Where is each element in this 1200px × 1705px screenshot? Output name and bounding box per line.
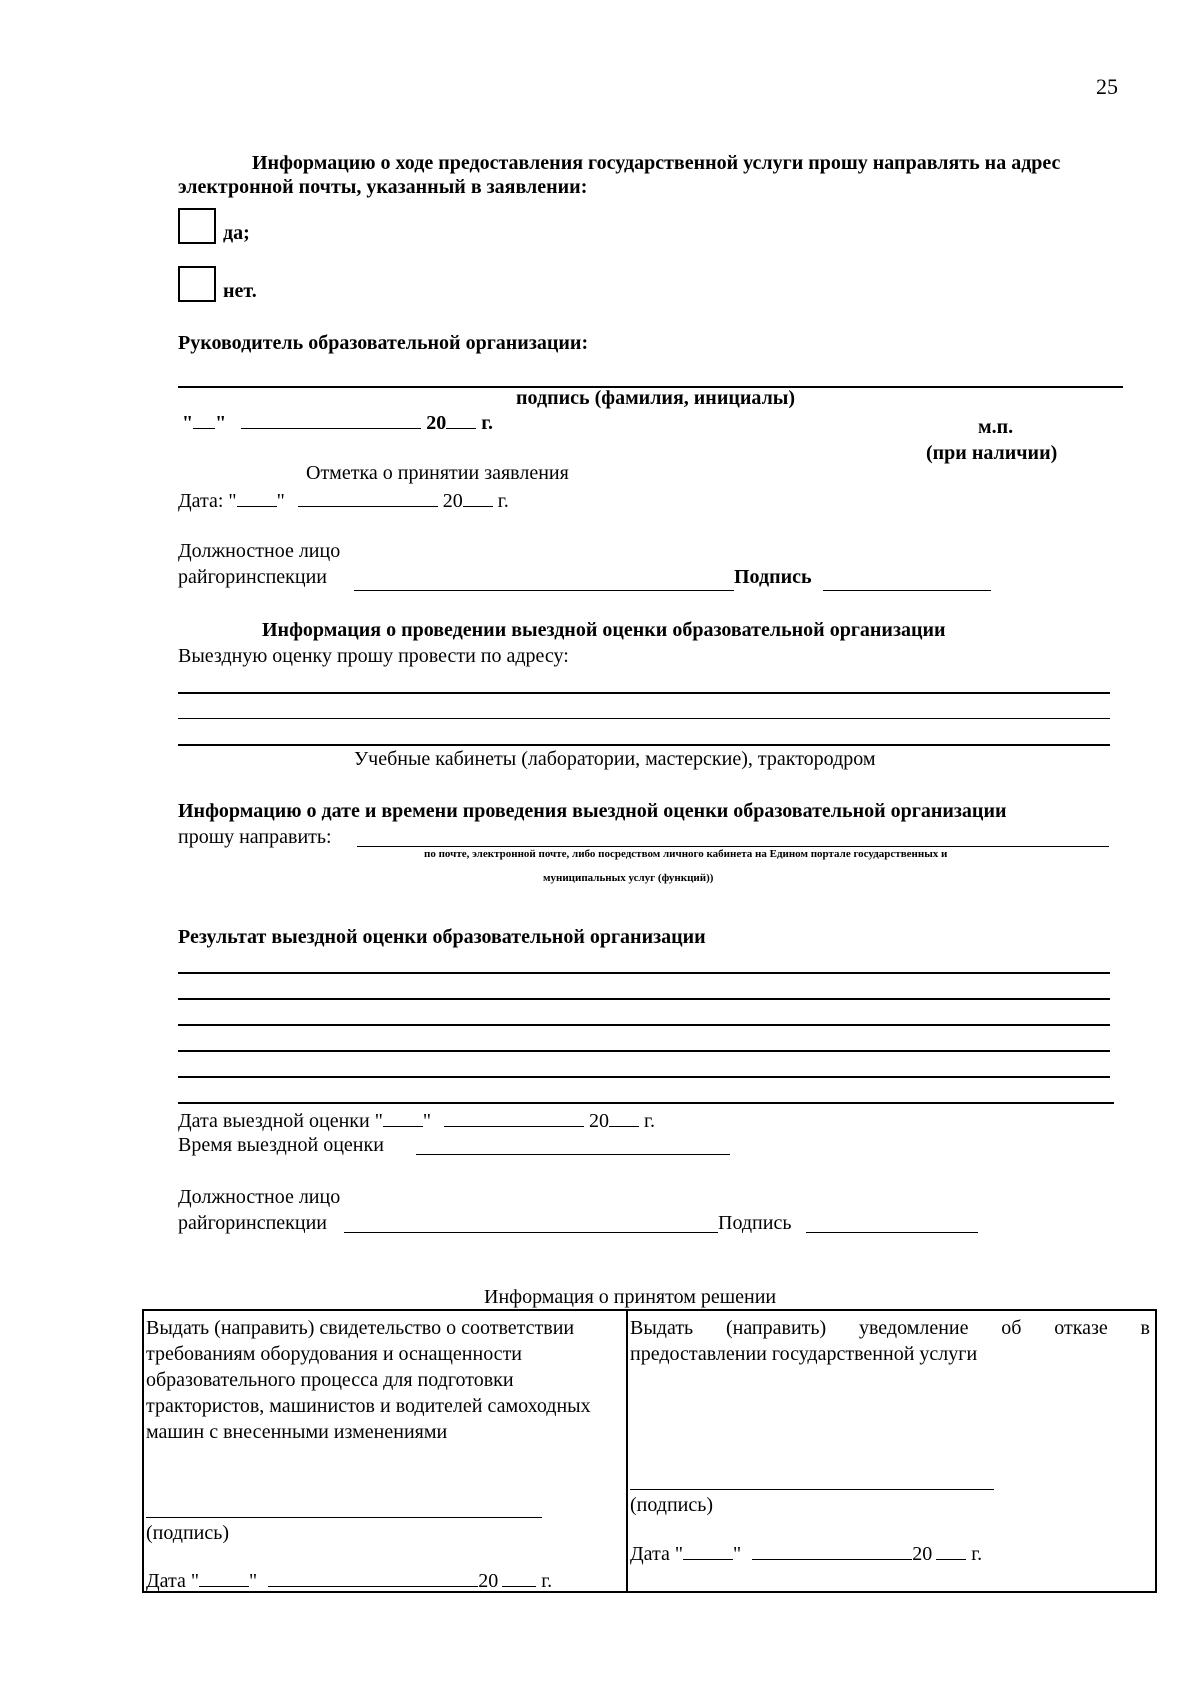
decision-right-day-blank[interactable] — [683, 1541, 733, 1560]
result-date-row — [178, 1108, 655, 1133]
head-date-year-prefix: 20 — [426, 412, 447, 434]
head-signature-label: Руководитель образовательной организации: — [178, 332, 589, 354]
head-date-quote-open: " — [182, 412, 194, 434]
acceptance-date-row — [178, 488, 509, 513]
decision-left-day-blank[interactable] — [199, 1568, 249, 1587]
official1-line1: Должностное лицо — [178, 540, 341, 562]
head-date-month-blank[interactable] — [241, 410, 421, 429]
official2-signature-label: Подпись — [718, 1212, 792, 1234]
decision-table-divider — [626, 1311, 628, 1591]
result-day-blank[interactable] — [383, 1108, 423, 1127]
acceptance-month-blank[interactable] — [298, 488, 438, 507]
decision-right-text: Выдать (направить) уведомление об отказе в предоставлении государственной услуги — [630, 1317, 1150, 1365]
acceptance-year-suffix: г. — [497, 490, 509, 512]
head-date-row — [182, 410, 493, 435]
stamp-note: (при наличии) — [926, 442, 1058, 464]
official1-signature-blank[interactable] — [823, 590, 991, 591]
option-no-label: нет. — [223, 280, 257, 302]
option-yes-label: да; — [223, 222, 250, 244]
acceptance-year-prefix: 20 — [442, 490, 463, 512]
checkbox-yes[interactable] — [178, 208, 216, 244]
head-date-quote-close: " — [215, 412, 227, 434]
result-line-5[interactable] — [178, 1076, 1110, 1078]
result-title: Результат выездной оценки образовательной организации — [178, 926, 706, 948]
result-quote-close: " — [422, 1110, 432, 1132]
decision-table — [142, 1309, 1157, 1593]
result-line-1[interactable] — [178, 972, 1110, 974]
date-time-send-blank[interactable] — [357, 846, 1109, 847]
decision-right-quote-close: " — [733, 1543, 742, 1565]
date-time-caption-line1: по почте, электронной почте, либо посредством личного кабинета на Едином портале государственных и — [424, 848, 948, 860]
acceptance-quote-close: " — [276, 490, 285, 512]
official1-line2: райгоринспекции — [178, 566, 327, 588]
decision-left-year-suffix: г. — [541, 1570, 553, 1592]
date-time-caption-line2: муниципальных услуг (функций)) — [543, 872, 714, 884]
result-line-6[interactable] — [178, 1102, 1114, 1104]
visit-address-line-2[interactable] — [178, 718, 1110, 719]
email-notice-line2: электронной почты, указанный в заявлении: — [178, 176, 588, 198]
decision-title: Информация о принятом решении — [484, 1286, 777, 1308]
visit-address-line-3[interactable] — [178, 744, 1110, 746]
checkbox-no[interactable] — [178, 266, 216, 302]
result-month-blank[interactable] — [444, 1108, 584, 1127]
result-line-2[interactable] — [178, 998, 1110, 1000]
official1-name-blank[interactable] — [354, 590, 734, 591]
decision-left-text: Выдать (направить) свидетельство о соответствии требованиям оборудования и оснащенности образовательного процесса для подготовки трактористов, машинистов и водителей самоходных машин с внесенными изменениями — [146, 1317, 591, 1443]
acceptance-year-blank[interactable] — [463, 488, 493, 507]
official2-name-blank[interactable] — [344, 1232, 718, 1233]
head-date-year-suffix: г. — [481, 412, 494, 434]
head-signature-caption: подпись (фамилия, инициалы) — [516, 387, 796, 409]
result-line-3[interactable] — [178, 1024, 1110, 1026]
official1-signature-label: Подпись — [734, 566, 812, 588]
decision-left-date-row — [146, 1568, 552, 1593]
date-time-send-label: прошу направить: — [178, 826, 332, 848]
decision-left-year-prefix: 20 — [478, 1570, 499, 1592]
result-time-blank[interactable] — [416, 1154, 730, 1155]
official2-signature-blank[interactable] — [806, 1232, 978, 1233]
decision-right-month-blank[interactable] — [752, 1541, 912, 1560]
official2-line2: райгоринспекции — [178, 1212, 327, 1234]
decision-left-signature-blank[interactable] — [146, 1517, 542, 1518]
result-date-label: Дата выездной оценки " — [178, 1110, 383, 1132]
head-date-year-blank[interactable] — [446, 410, 476, 429]
acceptance-title: Отметка о принятии заявления — [306, 462, 569, 484]
rooms-caption: Учебные кабинеты (лаборатории, мастерские), трактородром — [354, 748, 876, 770]
page-number: 25 — [1096, 74, 1118, 99]
decision-right-date-label: Дата " — [630, 1543, 684, 1565]
decision-right-date-row — [630, 1541, 982, 1566]
result-time-label: Время выездной оценки — [178, 1134, 384, 1156]
decision-left-year-blank[interactable] — [502, 1568, 536, 1587]
visit-info-title: Информация о проведении выездной оценки образовательной организации — [262, 619, 946, 641]
decision-right-year-blank[interactable] — [936, 1541, 966, 1560]
visit-address-line-1[interactable] — [178, 692, 1110, 694]
decision-right-year-prefix: 20 — [912, 1543, 933, 1565]
acceptance-date-label: Дата: " — [178, 490, 237, 512]
visit-address-label: Выездную оценку прошу провести по адресу: — [178, 645, 569, 667]
acceptance-day-blank[interactable] — [237, 488, 277, 507]
result-line-4[interactable] — [178, 1050, 1110, 1052]
decision-right-signature: (подпись) — [630, 1494, 714, 1516]
decision-left-month-blank[interactable] — [268, 1568, 478, 1587]
stamp-label: м.п. — [978, 416, 1014, 438]
head-date-day-blank[interactable] — [193, 410, 215, 429]
date-time-info-title: Информацию о дате и времени проведения выездной оценки образовательной организации — [178, 800, 1007, 822]
result-year-prefix: 20 — [589, 1110, 610, 1132]
email-notice-line1: Информацию о ходе предоставления государственной услуги прошу направлять на адрес — [252, 152, 1061, 174]
decision-left-signature: (подпись) — [146, 1522, 230, 1544]
decision-right-signature-blank[interactable] — [630, 1489, 994, 1490]
result-year-suffix: г. — [644, 1110, 655, 1132]
official2-line1: Должностное лицо — [178, 1186, 341, 1208]
result-year-blank[interactable] — [609, 1108, 639, 1127]
decision-left-date-label: Дата " — [146, 1570, 200, 1592]
decision-left-quote-close: " — [249, 1570, 258, 1592]
decision-right-year-suffix: г. — [971, 1543, 983, 1565]
